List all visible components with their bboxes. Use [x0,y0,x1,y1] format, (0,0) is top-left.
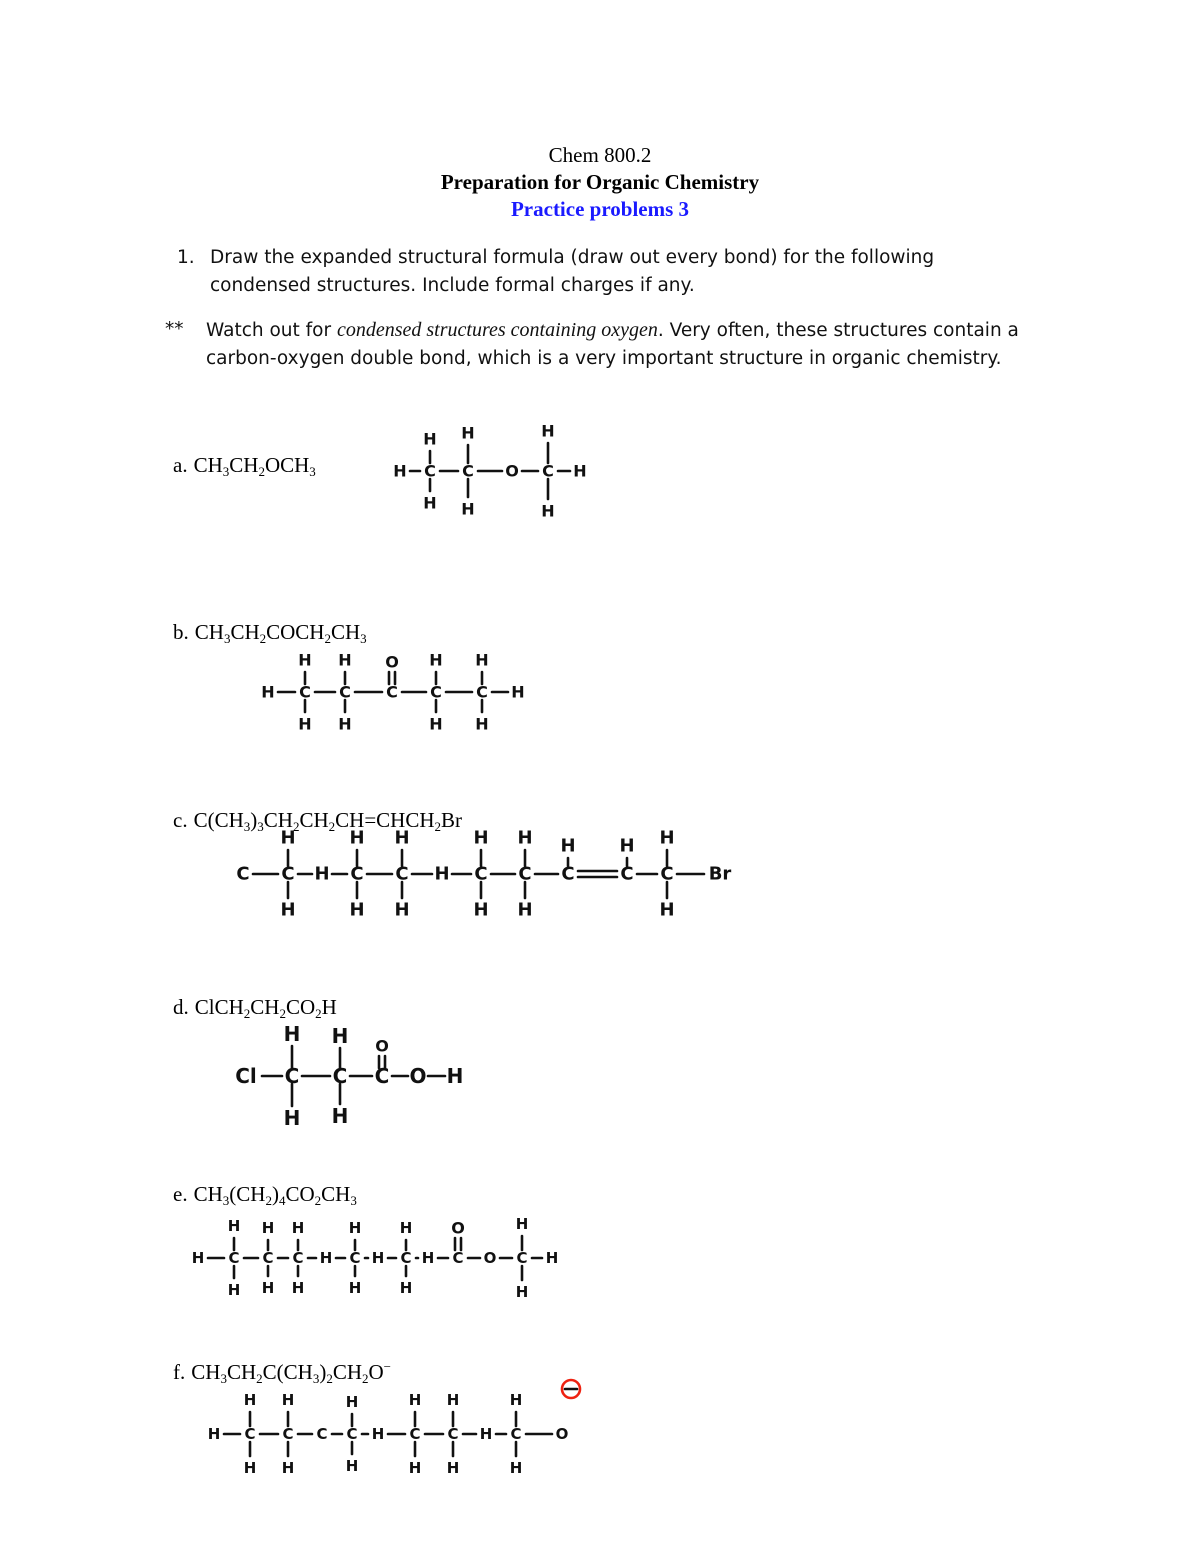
atom-h: H [517,827,533,849]
atom-h: H [659,827,675,849]
atom-h: H [283,1022,301,1046]
atom-h: H [227,1281,241,1299]
atom-h: H [394,827,410,849]
atom-h: H [408,1391,422,1409]
atom-h: H [461,499,475,519]
atom-h: H [475,714,489,734]
problem-b-letter: b. [173,620,189,644]
atom-c: C [299,682,311,702]
atom-h: H [291,1279,305,1297]
atom-c: C [476,682,488,702]
problem-c-letter: c. [173,808,188,832]
atom-h: H [509,1459,523,1477]
atom-h: H [338,650,352,670]
structure-f [208,1391,569,1477]
note-rest: . Very often, these structures contain a carbon-oxygen double bond, which is a very important structure in organic chemistry. [206,320,1019,369]
atom-br: Br [708,863,732,885]
atom-c: C [332,1064,348,1088]
atom-h: H [423,429,437,449]
atom-h: H [659,899,675,921]
atom-c: C [660,863,674,885]
atom-h: H [207,1425,221,1443]
atom-h: H [261,1279,275,1297]
atom-o: O [409,1064,427,1088]
atom-c: C [516,1249,528,1267]
problem-c-formula: $C(CH_3)_3CH_2CH_2CH=CHCH_2Br$ [193,808,463,834]
atom-h: H [227,1217,241,1235]
structure-e [192,1215,559,1301]
atom-cl: Cl [235,1064,257,1088]
atom-c: C [430,682,442,702]
atom-h: H [371,1425,385,1443]
atom-h: H [511,682,525,702]
atom-h: H [446,1459,460,1477]
atom-h: H [446,1064,464,1088]
problem-b-formula: $CH_3CH_2COCH_2CH_3$ [194,620,367,646]
atom-h: H [243,1391,257,1409]
atom-h: H [421,1249,435,1267]
problem-d-letter: d. [173,995,189,1019]
atom-c: C [262,1249,274,1267]
atom-h: H [348,1219,362,1237]
atom-o: O [483,1249,497,1267]
atom-h: H [261,1219,275,1237]
atom-c: C [518,863,532,885]
atom-h: H [191,1249,205,1267]
atom-c: C [236,863,250,885]
atom-c: C [409,1425,421,1443]
atom-c: C [316,1425,328,1443]
atom-h: H [281,1459,295,1477]
structure-d [235,1022,463,1130]
atom-h: H [429,714,443,734]
atom-c: C [510,1425,522,1443]
atom-h: H [345,1457,359,1475]
problem-d-formula: $ClCH_2CH_2CO_2H$ [194,995,337,1021]
atom-h: H [371,1249,385,1267]
atom-h: H [541,421,555,441]
atom-o: O [555,1425,569,1443]
atom-c: C [244,1425,256,1443]
course-title: Chem 800.2 [548,143,652,167]
atom-o: O [505,461,519,481]
problem-e-formula: $CH_3(CH_2)_4CO_2CH_3$ [193,1182,357,1208]
atom-c: C [447,1425,459,1443]
atom-o: O [375,1036,389,1056]
atom-c: C [284,1064,300,1088]
atom-h: H [314,863,330,885]
atom-c: C [281,863,295,885]
atom-h: H [399,1279,413,1297]
atom-h: H [349,827,365,849]
atom-c: C [349,1249,361,1267]
problem-f-letter: f. [173,1360,186,1384]
atom-h: H [298,714,312,734]
atom-h: H [479,1425,493,1443]
atom-c: C [282,1425,294,1443]
atom-h: H [515,1215,529,1233]
atom-c: C [542,461,554,481]
problem-a-formula: $CH_3CH_2OCH_3$ [193,453,316,479]
atom-c: C [474,863,488,885]
problem-f-formula: $CH_3CH_2C(CH_3)_2CH_2O^-$ [191,1359,392,1386]
question-text: Draw the expanded structural formula (draw out every bond) for the following condensed structures. Include formal charges if any. [210,247,935,296]
atom-c: C [228,1249,240,1267]
atom-c: C [620,863,634,885]
atom-c: C [400,1249,412,1267]
atom-h: H [423,493,437,513]
problem-e-letter: e. [173,1182,188,1206]
atom-h: H [280,827,296,849]
atom-h: H [243,1459,257,1477]
atom-h: H [573,461,587,481]
atom-h: H [545,1249,559,1267]
atom-c: C [395,863,409,885]
atom-c: C [346,1425,358,1443]
negative-charge-icon [562,1380,580,1398]
atom-o: O [385,652,399,672]
worksheet-title: Preparation for Organic Chemistry [440,170,760,194]
atom-c: C [386,682,398,702]
atom-h: H [461,423,475,443]
note-lead: Watch out for [206,320,337,341]
atom-c: C [350,863,364,885]
atom-c: C [292,1249,304,1267]
atom-h: H [429,650,443,670]
atom-o: O [451,1218,465,1238]
atom-h: H [348,1279,362,1297]
atom-h: H [434,863,450,885]
atom-h: H [331,1024,349,1048]
atom-h: H [261,682,275,702]
atom-h: H [515,1283,529,1301]
atom-c: C [561,863,575,885]
atom-h: H [473,899,489,921]
atom-h: H [541,501,555,521]
atom-h: H [619,835,635,857]
atom-c: C [452,1249,464,1267]
atom-h: H [349,899,365,921]
atom-h: H [280,899,296,921]
structure-a [393,422,586,521]
atom-c: C [339,682,351,702]
atom-h: H [517,899,533,921]
atom-h: H [291,1219,305,1237]
atom-h: H [281,1391,295,1409]
atom-h: H [399,1219,413,1237]
atom-h: H [338,714,352,734]
atom-h: H [560,835,576,857]
question-number: 1. [177,247,195,268]
atom-h: H [446,1391,460,1409]
atom-h: H [393,461,407,481]
atom-c: C [424,461,436,481]
atom-h: H [331,1104,349,1128]
atom-h: H [408,1459,422,1477]
atom-h: H [475,650,489,670]
atom-h: H [473,827,489,849]
atom-h: H [394,899,410,921]
atom-h: H [509,1391,523,1409]
structure-b [261,651,524,734]
structure-c [236,828,731,921]
problem-a-letter: a. [173,453,188,477]
atom-h: H [345,1393,359,1411]
atom-h: H [283,1106,301,1130]
worksheet-subtitle: Practice problems 3 [510,197,690,221]
atom-h: H [319,1249,333,1267]
note-emphasis: condensed structures containing oxygen [336,319,658,341]
note-marker: ** [165,319,184,340]
atom-c: C [462,461,474,481]
atom-c: C [374,1064,390,1088]
atom-h: H [298,650,312,670]
